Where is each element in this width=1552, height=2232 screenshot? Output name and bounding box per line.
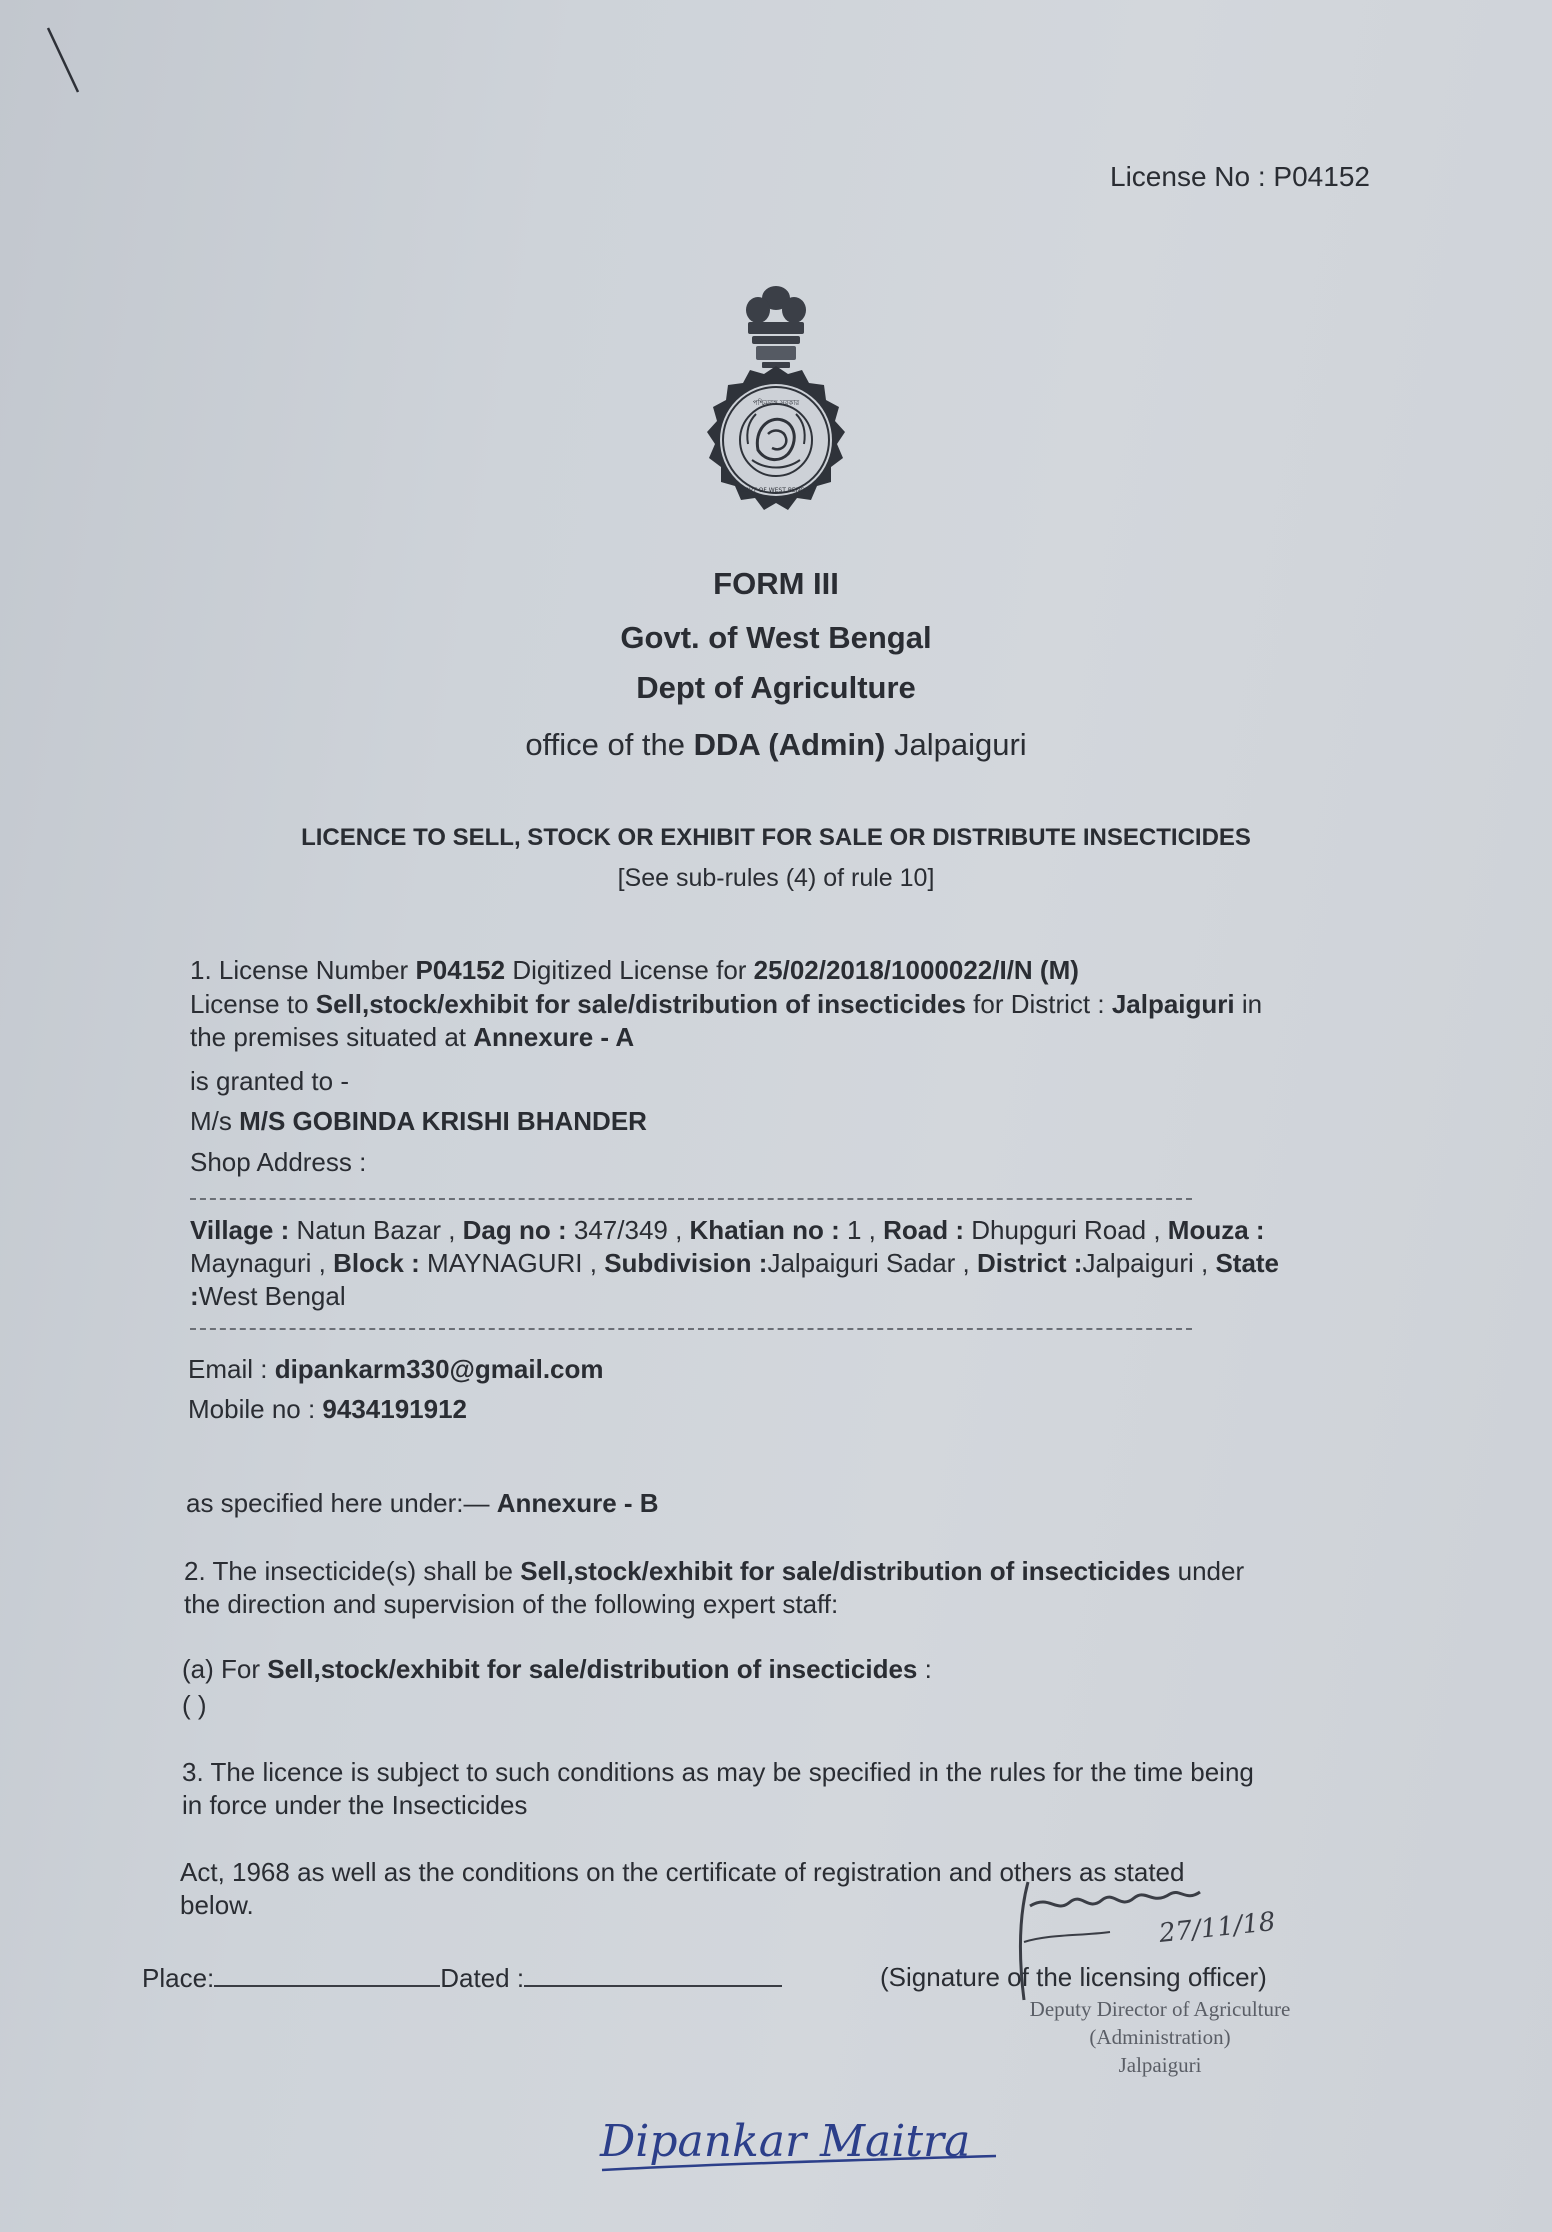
signature-underline-icon xyxy=(596,2150,1016,2190)
annexure-b-line: as specified here under:— Annexure - B xyxy=(186,1488,659,1518)
top-license-number: License No : P04152 xyxy=(1110,161,1370,192)
address-line3: :West Bengal xyxy=(190,1281,346,1311)
granted-to: is granted to - xyxy=(190,1066,349,1096)
dated-blank xyxy=(524,1961,782,1987)
clause2-line1: 2. The insecticide(s) shall be Sell,stock/exhibit for sale/distribution of insecticides under xyxy=(184,1556,1245,1586)
clause1-line1: 1. License Number P04152 Digitized License for 25/02/2018/1000022/I/N (M) xyxy=(190,955,1079,985)
clause2-a: (a) For Sell,stock/exhibit for sale/distribution of insecticides : xyxy=(182,1654,932,1684)
licence-subtitle: [See sub-rules (4) of rule 10] xyxy=(617,864,935,892)
office-line: office of the DDA (Admin) Jalpaiguri xyxy=(525,727,1027,762)
clause1-line2: License to Sell,stock/exhibit for sale/distribution of insecticides for District : Jalpaiguri in xyxy=(190,989,1263,1019)
email-line: Email : dipankarm330@gmail.com xyxy=(188,1354,604,1384)
emblem-top-text: পশ্চিমবঙ্গ সরকার xyxy=(752,399,800,407)
licensee-name: M/s M/S GOBINDA KRISHI BHANDER xyxy=(190,1106,647,1136)
emblem-bottom-text: GOVT OF WEST BENGAL xyxy=(739,487,813,494)
clause3-line1: 3. The licence is subject to such conditions as may be specified in the rules for the time being xyxy=(182,1757,1254,1787)
state-emblem-seal-icon xyxy=(696,280,856,524)
holder-signature: Dipankar Maitra xyxy=(600,2116,971,2167)
address-divider-bottom xyxy=(190,1328,1192,1330)
act-line1: Act, 1968 as well as the conditions on the certificate of registration and others as stated xyxy=(180,1857,1185,1887)
shop-address-label: Shop Address : xyxy=(190,1147,367,1177)
clause2-line2: the direction and supervision of the following expert staff: xyxy=(184,1589,839,1619)
officer-signature-icon xyxy=(1010,1872,1290,2012)
clause1-line3: the premises situated at Annexure - A xyxy=(190,1022,635,1052)
address-divider-top xyxy=(190,1198,1192,1200)
clause3-line2: in force under the Insecticides xyxy=(182,1790,528,1820)
place-field: Place: Dated : xyxy=(142,1961,782,1995)
officer-stamp: Deputy Director of Agriculture (Administration) Jalpaiguri xyxy=(1029,1997,1291,2077)
officer-signature-date: 27/11/18 xyxy=(1157,1906,1277,1949)
address-line1: Village : Natun Bazar , Dag no : 347/349 , Khatian no : 1 , Road : Dhupguri Road , Mouza : xyxy=(190,1215,1265,1245)
clause2-paren: ( ) xyxy=(182,1690,207,1720)
licence-title: LICENCE TO SELL, STOCK OR EXHIBIT FOR SALE OR DISTRIBUTE INSECTICIDES xyxy=(301,824,1251,851)
act-line2: below. xyxy=(180,1890,254,1920)
place-blank xyxy=(214,1961,440,1987)
mobile-line: Mobile no : 9434191912 xyxy=(188,1394,468,1424)
dept-name: Dept of Agriculture xyxy=(636,670,916,705)
govt-name: Govt. of West Bengal xyxy=(620,620,932,655)
signature-label: (Signature of the licensing officer) xyxy=(880,1962,1267,1992)
pen-mark-icon xyxy=(40,20,90,100)
address-line2: Maynaguri , Block : MAYNAGURI , Subdivision :Jalpaiguri Sadar , District :Jalpaiguri , State xyxy=(190,1248,1280,1278)
form-number: FORM III xyxy=(713,566,839,601)
